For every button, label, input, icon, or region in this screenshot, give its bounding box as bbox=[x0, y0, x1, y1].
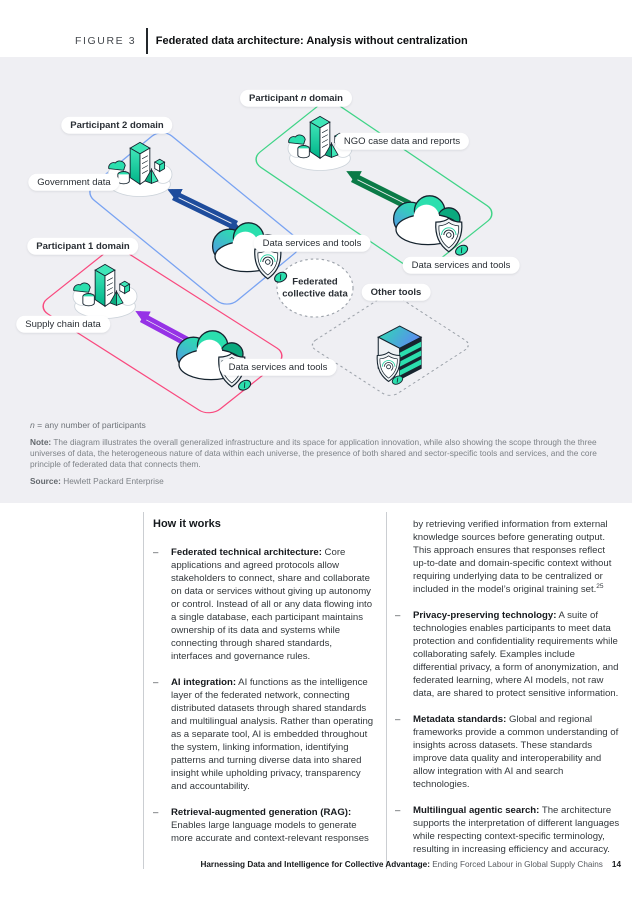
server-stack-icon bbox=[377, 326, 421, 386]
page-number: 14 bbox=[611, 860, 621, 869]
list-item-text bbox=[171, 806, 374, 845]
item-body: The architecture supports the interpretation of different languages while respecting context-specific terminology, resulting in increasing efficiency and accuracy. bbox=[413, 805, 620, 855]
pill-label: Government data bbox=[37, 176, 111, 188]
pill-label: Data services and tools bbox=[228, 361, 328, 373]
list-item bbox=[153, 806, 374, 845]
n-variable: n bbox=[30, 420, 35, 430]
building-cluster-icon bbox=[73, 264, 137, 318]
figure-source bbox=[30, 476, 598, 487]
bullet-dash: – bbox=[395, 610, 401, 621]
pill-government-data bbox=[28, 174, 119, 191]
figure-divider bbox=[146, 28, 148, 54]
item-body: A suite of technologies enables participants to meet data protection and confidentiality requirements while collaborating safely. Examples include differential privacy, a form of anonymization, and federated learning, where AI models, not raw data, are shared to protect sensitive information. bbox=[413, 610, 619, 699]
pill-label: Supply chain data bbox=[25, 318, 101, 330]
n-definition-text: = any number of participants bbox=[34, 420, 146, 430]
list-item bbox=[153, 546, 374, 663]
pill-label: Data services and tools bbox=[262, 237, 362, 249]
source-text: Hewlett Packard Enterprise bbox=[60, 476, 164, 486]
note-text: The diagram illustrates the overall generalized infrastructure and its space for application innovation, while also showing the scope through the three universes of data, the heterogeneous nature of data within each universe, the presence of both shared and sector-specific tools and services, and the core principle of federated data that connects them. bbox=[30, 437, 597, 469]
bullet-dash: – bbox=[153, 677, 159, 688]
pill-label-variable: n bbox=[300, 92, 307, 104]
footer-title-bold: Harnessing Data and Intelligence for Collective Advantage: bbox=[200, 860, 430, 869]
participant-2-domain-outline bbox=[84, 128, 305, 309]
how-it-works-heading: How it works bbox=[153, 518, 221, 530]
list-item bbox=[395, 804, 621, 856]
how-it-works-section bbox=[143, 512, 631, 869]
pill-supply-chain-data bbox=[16, 316, 110, 333]
right-column bbox=[386, 512, 631, 869]
bullet-dash: – bbox=[153, 547, 159, 558]
pill-participant-n-domain bbox=[240, 90, 352, 107]
item-title: Retrieval-augmented generation (RAG): bbox=[171, 807, 352, 818]
page-footer bbox=[200, 860, 621, 869]
pill-data-services-blue bbox=[254, 235, 371, 252]
pill-label: domain bbox=[306, 92, 343, 104]
list-item-text bbox=[413, 804, 621, 856]
left-column bbox=[143, 512, 386, 869]
item-body: Global and regional frameworks provide a common understanding of insights across datasets. These standards improve data quality and interoperability and allow integration with AI and search technologies. bbox=[413, 714, 619, 790]
federated-collective-data-label: Federated collective data bbox=[282, 276, 348, 299]
pill-label: Participant 1 domain bbox=[36, 240, 130, 252]
pill-data-services-pink bbox=[220, 359, 337, 376]
item-body: Core applications and agreed protocols allow stakeholders to connect, share and collaborate on data or services without giving up autonomy or control. Instead of all or any data flowing into a single database, each participant maintains ownership of its data and systems while connecting through shared standards, interfaces and governance rules. bbox=[171, 547, 373, 662]
pill-ngo-case-data bbox=[335, 133, 469, 150]
item-body: Enables large language models to generate more accurate and context-relevant responses bbox=[171, 820, 369, 844]
pill-label: Participant bbox=[249, 92, 301, 104]
item-body: AI functions as the intelligence layer of the federated network, connecting distributed datasets through shared standards and multilingual analysis. Rather than operating as a separate tool, AI is embedded throughout the system, linking information, identifying patterns and turning diverse data into shared insight while upholding privacy, transparency and accountability. bbox=[171, 677, 374, 792]
pill-label: NGO case data and reports bbox=[343, 135, 461, 147]
item-title: Metadata standards: bbox=[413, 714, 507, 725]
list-item-text bbox=[171, 676, 374, 793]
n-definition bbox=[30, 420, 598, 430]
pill-data-services-green bbox=[403, 257, 520, 274]
cloud-shield-icon bbox=[213, 223, 289, 284]
figure-label: FIGURE 3 bbox=[75, 35, 137, 47]
pill-other-tools bbox=[362, 284, 431, 301]
participant-2-arrows bbox=[171, 191, 239, 230]
item-title: Multilingual agentic search: bbox=[413, 805, 540, 816]
pill-label: Other tools bbox=[370, 286, 422, 298]
pill-participant-1-domain bbox=[27, 238, 138, 255]
cloud-shield-icon bbox=[394, 196, 470, 257]
figure-header bbox=[75, 28, 468, 54]
bullet-dash: – bbox=[395, 714, 401, 725]
diagram-notes bbox=[30, 420, 598, 487]
item-title: AI integration: bbox=[171, 677, 237, 688]
footnote-marker: 25 bbox=[596, 582, 604, 590]
list-item-text bbox=[413, 713, 621, 791]
source-label: Source: bbox=[30, 476, 61, 486]
item-title: Federated technical architecture: bbox=[171, 547, 322, 558]
pill-label: Participant 2 domain bbox=[70, 119, 164, 131]
pill-participant-2-domain bbox=[61, 117, 172, 134]
list-item-text bbox=[171, 546, 374, 663]
item-title: Privacy-preserving technology: bbox=[413, 610, 557, 621]
list-item bbox=[395, 609, 621, 700]
list-item bbox=[395, 713, 621, 791]
bullet-dash: – bbox=[395, 805, 401, 816]
continuation-text: by retrieving verified information from external knowledge sources before generating output. This approach ensures that responses reflect up-to-date and domain-specific context without requiring underlying data to be centralized or included in the model’s original training set. bbox=[413, 519, 612, 595]
list-item-text bbox=[413, 609, 621, 700]
bullet-dash: – bbox=[153, 807, 159, 818]
figure-title: Federated data architecture: Analysis without centralization bbox=[155, 35, 468, 47]
list-item bbox=[153, 676, 374, 793]
pill-label: Data services and tools bbox=[411, 259, 511, 271]
note-label: Note: bbox=[30, 437, 52, 447]
building-cluster-icon bbox=[108, 142, 172, 196]
diagram-panel bbox=[0, 57, 632, 503]
footer-title-rest: Ending Forced Labour in Global Supply Chains bbox=[429, 860, 603, 869]
figure-note bbox=[30, 437, 598, 470]
continuation-paragraph bbox=[395, 518, 621, 596]
